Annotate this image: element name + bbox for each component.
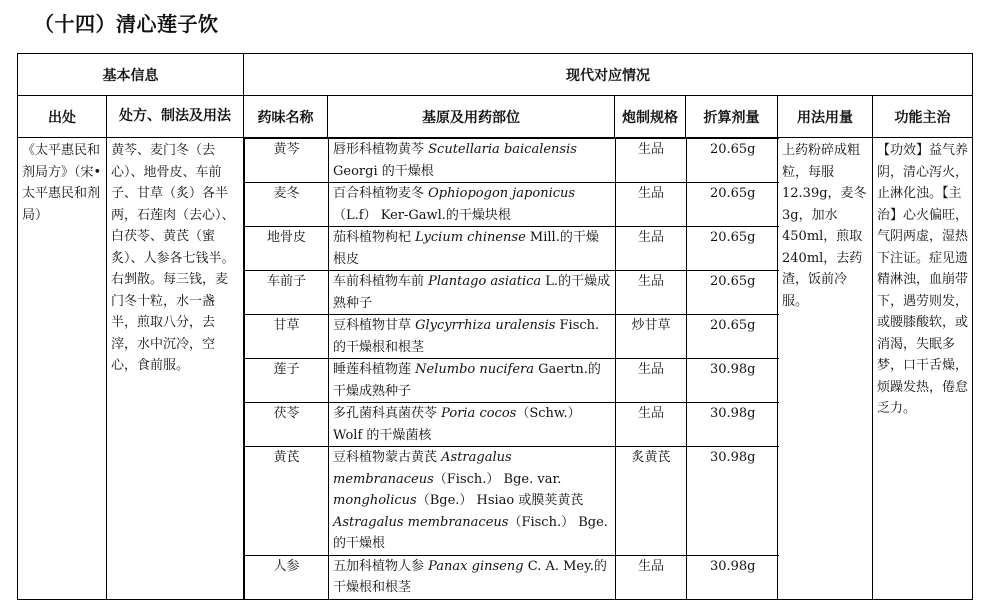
herb-subtable-cell — [244, 138, 778, 600]
herb-name: 麦冬 — [245, 183, 329, 227]
herb-dose: 30.98g — [687, 555, 779, 599]
herb-dose: 30.98g — [687, 447, 779, 556]
table-row — [245, 359, 779, 403]
formula-table — [17, 53, 973, 600]
prescription-text: 黄芩、麦门冬（去心）、地骨皮、车前子、甘草（炙）各半两，石莲肉（去心）、白茯苓、黄芪（蜜炙）、人参各七钱半。 — [111, 143, 235, 266]
herb-origin: 多孔菌科真菌茯苓 Poria cocos（Schw.） Wolf 的干燥菌核 — [329, 403, 616, 447]
header-processing: 炮制规格 — [615, 96, 686, 138]
herb-dose: 20.65g — [687, 315, 779, 359]
herb-name: 甘草 — [245, 315, 329, 359]
herb-name: 黄芩 — [245, 139, 329, 183]
herb-origin: 唇形科植物黄芩 Scutellaria baicalensis Georgi 的干燥根 — [329, 139, 616, 183]
herb-dose: 20.65g — [687, 139, 779, 183]
header-modern: 现代对应情况 — [244, 54, 973, 96]
herb-processing: 生品 — [616, 139, 687, 183]
page-title: （十四）清心莲子饮 — [34, 12, 219, 36]
table-row — [245, 555, 779, 599]
herb-processing: 生品 — [616, 555, 687, 599]
usage-text: 上药粉碎成粗粒，每服12.39g，麦冬3g，加水450ml，煎取240ml，去药渣，饭前冷服。 — [782, 143, 867, 309]
herb-origin: 茄科植物枸杞 Lycium chinense Mill.的干燥根皮 — [329, 227, 616, 271]
header-herb-name: 药味名称 — [244, 96, 328, 138]
header-source: 出处 — [18, 96, 107, 138]
herb-processing: 生品 — [616, 403, 687, 447]
herb-origin: 百合科植物麦冬 Ophiopogon japonicus（L.f） Ker-Gawl.的干燥块根 — [329, 183, 616, 227]
header-origin: 基原及用药部位 — [328, 96, 615, 138]
source-text: 《太平惠民和剂局方》（宋•太平惠民和剂局） — [22, 143, 102, 223]
function-text: 【功效】益气养阴，清心泻火，止淋化浊。【主治】心火偏旺，气阴两虚，湿热下注证。症见遗精淋浊，血崩带下，遇劳则发，或腰膝酸软，或消渴，失眠多梦，口干舌燥，烦躁发热，倦怠乏力。 — [877, 143, 969, 416]
header-dose: 折算剂量 — [686, 96, 778, 138]
herb-processing: 生品 — [616, 227, 687, 271]
herb-name: 人参 — [245, 555, 329, 599]
herb-name: 茯苓 — [245, 403, 329, 447]
herb-processing: 生品 — [616, 359, 687, 403]
herb-origin: 车前科植物车前 Plantago asiatica L.的干燥成熟种子 — [329, 271, 616, 315]
herb-list — [244, 138, 779, 599]
table-row — [245, 315, 779, 359]
herb-origin: 五加科植物人参 Panax ginseng C. A. Mey.的干燥根和根茎 — [329, 555, 616, 599]
herb-dose: 20.65g — [687, 227, 779, 271]
table-row — [245, 227, 779, 271]
herb-processing: 炒甘草 — [616, 315, 687, 359]
herb-name: 黄芪 — [245, 447, 329, 556]
table-row — [245, 403, 779, 447]
table-row — [245, 447, 779, 556]
header-usage: 用法用量 — [778, 96, 873, 138]
prescription-cell — [107, 138, 244, 600]
prescription-method: 右剉散。每三钱，麦门冬十粒，水一盏半，煎取八分，去滓，水中沉冷，空心，食前服。 — [111, 272, 229, 373]
herb-dose: 20.65g — [687, 271, 779, 315]
herb-origin: 豆科植物甘草 Glycyrrhiza uralensis Fisch.的干燥根和根茎 — [329, 315, 616, 359]
header-function: 功能主治 — [873, 96, 973, 138]
table-row — [245, 271, 779, 315]
herb-name: 车前子 — [245, 271, 329, 315]
herb-name: 地骨皮 — [245, 227, 329, 271]
herb-processing: 生品 — [616, 271, 687, 315]
function-cell — [873, 138, 973, 600]
table-row — [245, 139, 779, 183]
herb-dose: 30.98g — [687, 403, 779, 447]
herb-dose: 30.98g — [687, 359, 779, 403]
usage-cell — [778, 138, 873, 600]
herb-origin: 豆科植物蒙古黄芪 Astragalus membranaceus（Fisch.） Bge. var. mongholicus（Bge.） Hsiao 或膜荚黄芪 Astragalus membranaceus（Fisch.） Bge. 的干燥根 — [329, 447, 616, 556]
herb-processing: 生品 — [616, 183, 687, 227]
herb-name: 莲子 — [245, 359, 329, 403]
header-prescription: 处方、制法及用法 — [107, 96, 244, 138]
herb-origin: 睡莲科植物莲 Nelumbo nucifera Gaertn.的干燥成熟种子 — [329, 359, 616, 403]
table-row — [245, 183, 779, 227]
herb-dose: 20.65g — [687, 183, 779, 227]
header-basic-info: 基本信息 — [18, 54, 244, 96]
herb-processing: 炙黄芪 — [616, 447, 687, 556]
source-cell — [18, 138, 107, 600]
